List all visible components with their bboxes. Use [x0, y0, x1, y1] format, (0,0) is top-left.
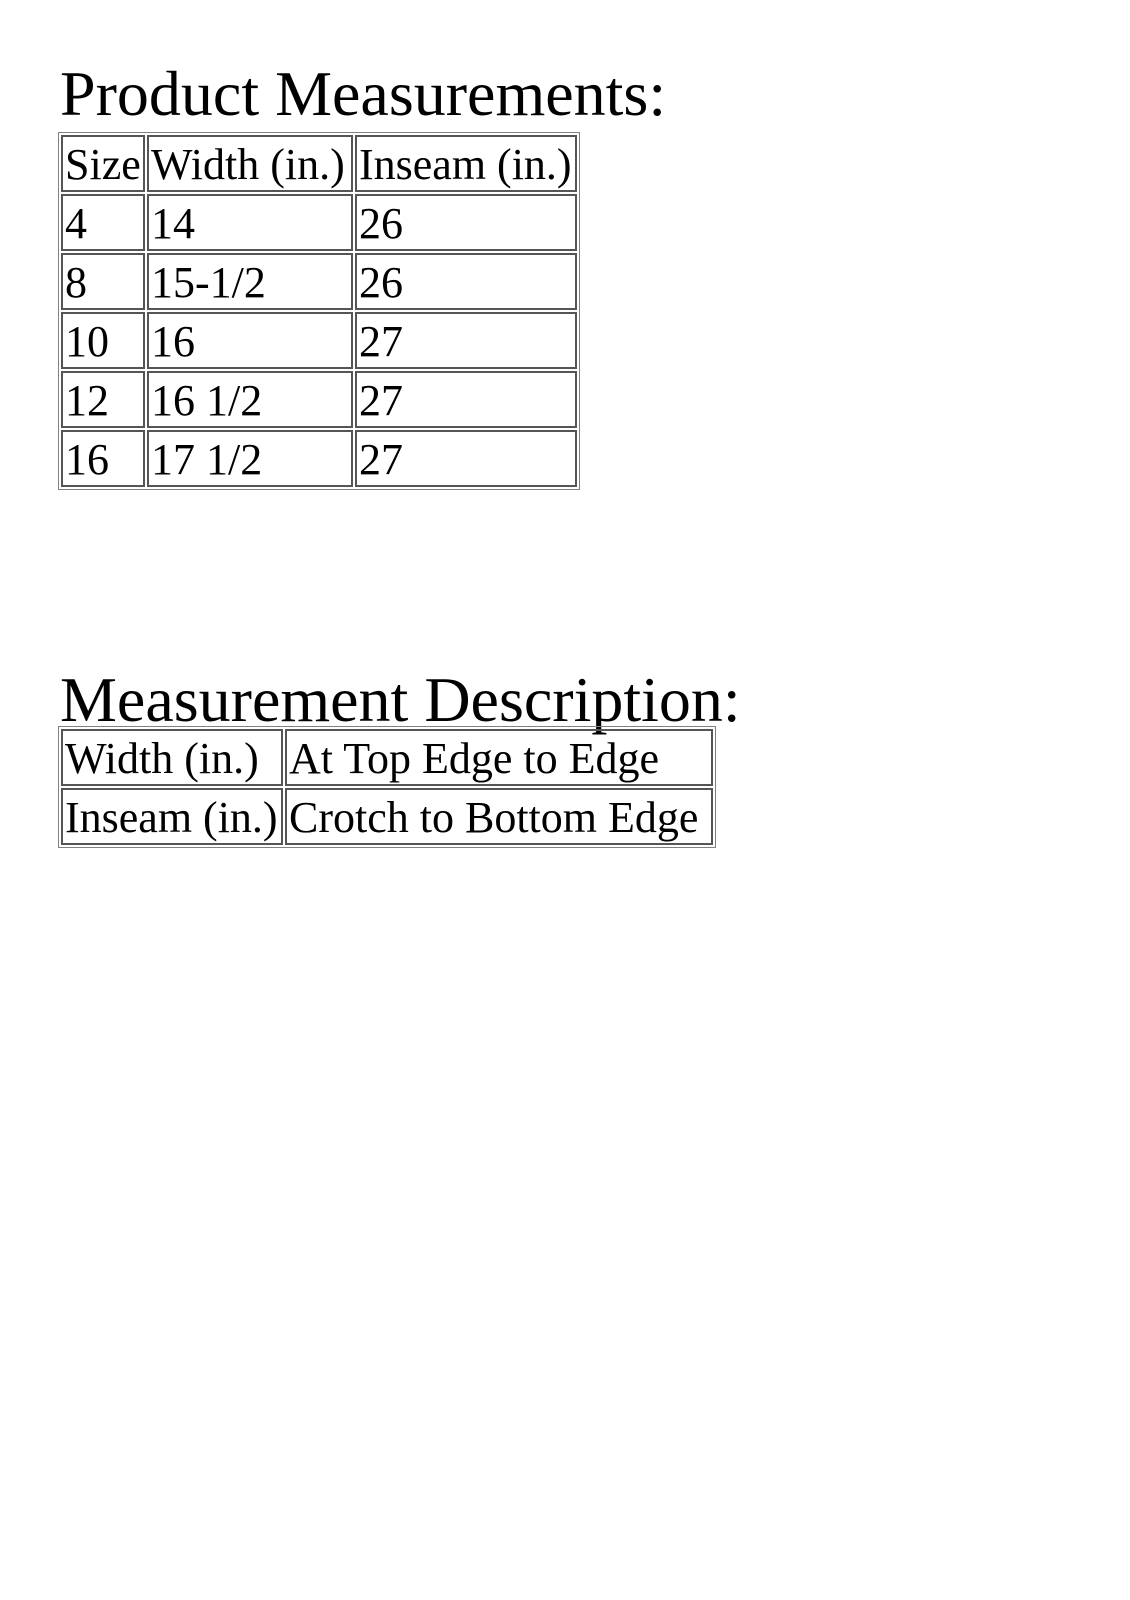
cell-measurement-description: At Top Edge to Edge: [285, 729, 713, 786]
cell-size: 12: [61, 371, 145, 428]
cell-inseam: 27: [355, 430, 577, 487]
cell-measurement-name: Inseam (in.): [61, 788, 283, 845]
table-header-row: [61, 135, 577, 192]
cell-size: 10: [61, 312, 145, 369]
cell-size: 4: [61, 194, 145, 251]
cell-measurement-description: Crotch to Bottom Edge: [285, 788, 713, 845]
measurement-description-heading: Measurement Description:: [60, 664, 741, 735]
table-row: [61, 788, 713, 845]
cell-width: 14: [147, 194, 353, 251]
cell-inseam: 27: [355, 371, 577, 428]
header-width: Width (in.): [147, 135, 353, 192]
table-row: [61, 253, 577, 310]
cell-size: 8: [61, 253, 145, 310]
table-row: [61, 430, 577, 487]
product-measurements-heading: Product Measurements:: [60, 58, 667, 129]
cell-measurement-name: Width (in.): [61, 729, 283, 786]
cell-inseam: 26: [355, 253, 577, 310]
table-row: [61, 371, 577, 428]
product-measurements-table: [58, 132, 580, 490]
header-inseam: Inseam (in.): [355, 135, 577, 192]
measurement-description-table: [58, 726, 716, 848]
table-row: [61, 194, 577, 251]
cell-inseam: 26: [355, 194, 577, 251]
cell-width: 16: [147, 312, 353, 369]
cell-inseam: 27: [355, 312, 577, 369]
cell-width: 15-1/2: [147, 253, 353, 310]
header-size: Size: [61, 135, 145, 192]
cell-width: 17 1/2: [147, 430, 353, 487]
table-row: [61, 729, 713, 786]
table-row: [61, 312, 577, 369]
cell-width: 16 1/2: [147, 371, 353, 428]
cell-size: 16: [61, 430, 145, 487]
